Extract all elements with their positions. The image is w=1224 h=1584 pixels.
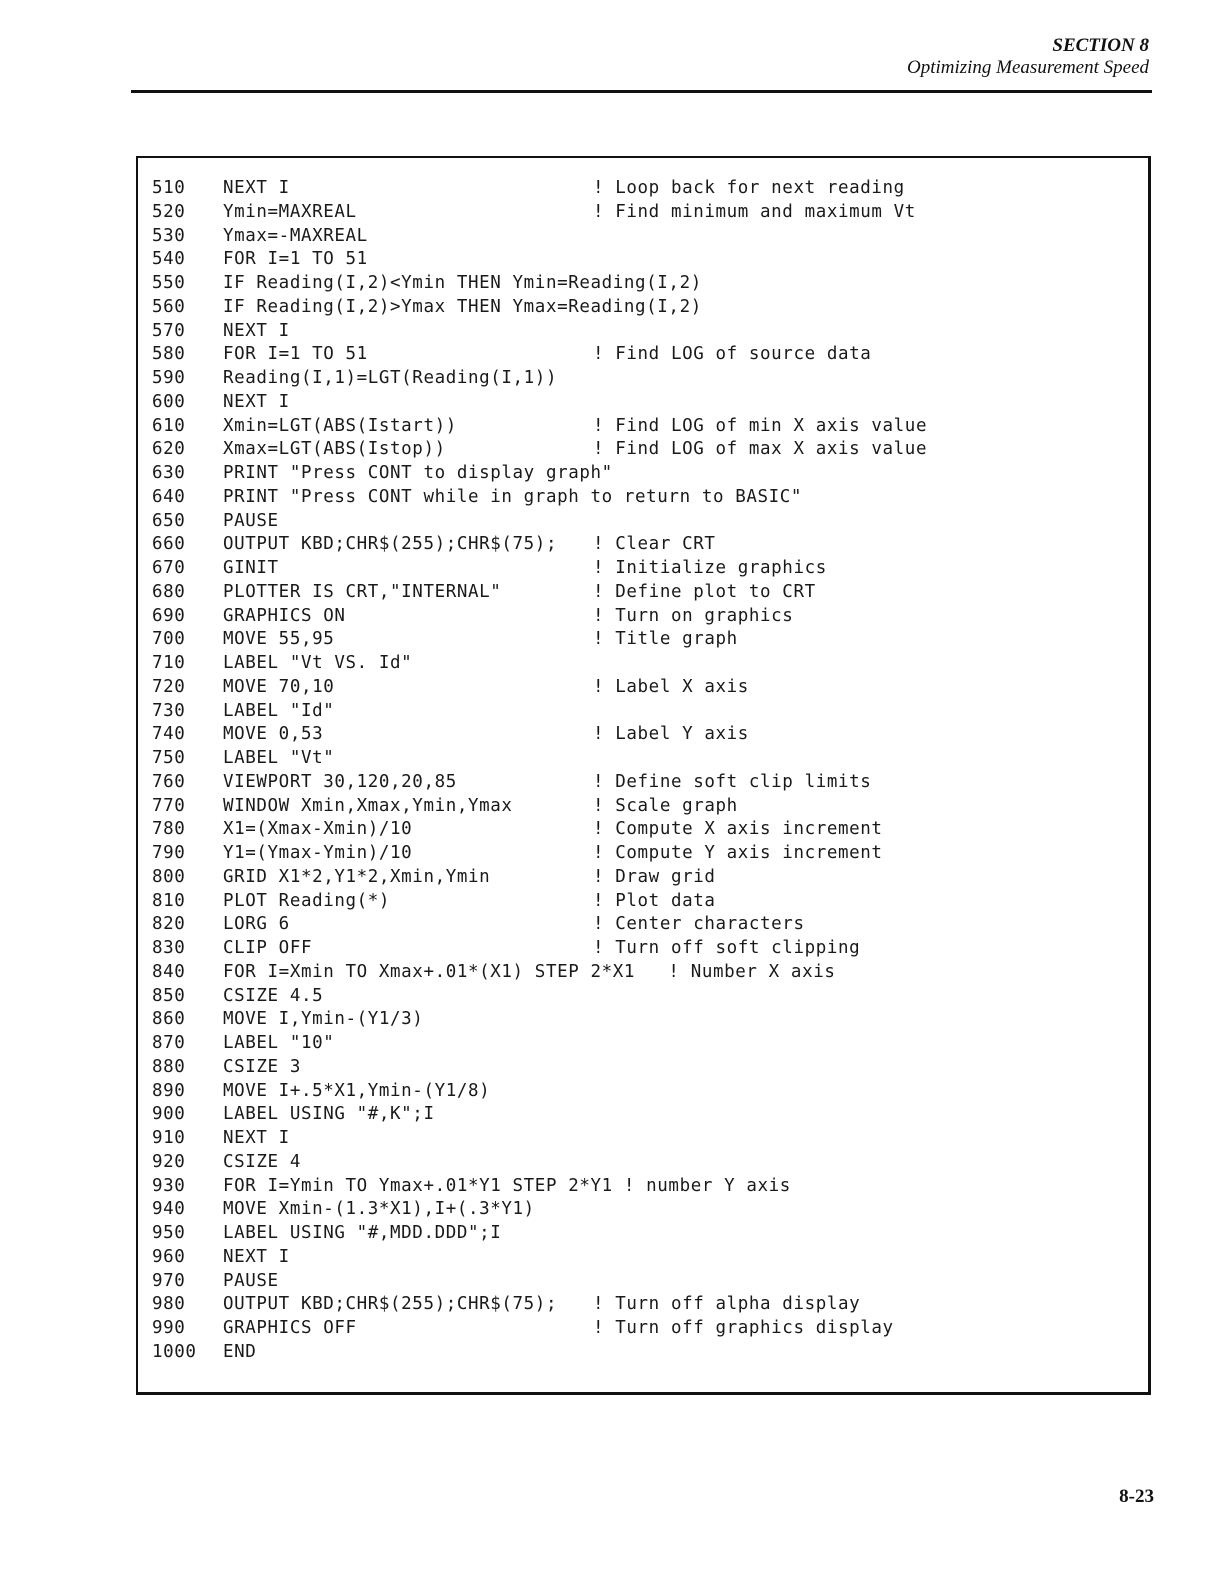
program-line	[138, 819, 1148, 843]
program-line	[138, 416, 1148, 440]
line-code: IF Reading(I,2)>Ymax THEN Ymax=Reading(I,2)	[223, 296, 702, 317]
program-line	[138, 344, 1148, 368]
line-number: 800	[152, 866, 186, 887]
line-number: 980	[152, 1294, 186, 1315]
program-line	[138, 606, 1148, 630]
program-line	[138, 1199, 1148, 1223]
line-number: 920	[152, 1151, 186, 1172]
line-code: LABEL "10"	[223, 1033, 335, 1053]
program-line	[138, 1223, 1148, 1247]
program-line	[138, 273, 1148, 297]
line-number: 580	[152, 344, 186, 365]
line-code: WINDOW Xmin,Xmax,Ymin,Ymax	[223, 795, 513, 816]
line-code: GRAPHICS OFF	[223, 1318, 357, 1338]
line-number: 940	[152, 1199, 186, 1220]
program-line	[138, 867, 1148, 891]
line-code: Ymax=-MAXREAL	[223, 225, 368, 246]
program-line	[138, 368, 1148, 392]
program-line	[138, 962, 1148, 986]
line-number: 810	[152, 890, 186, 911]
line-number: 780	[152, 819, 186, 840]
line-number: 710	[152, 653, 186, 673]
program-line	[138, 392, 1148, 416]
line-code: CLIP OFF	[223, 938, 313, 958]
line-code: LABEL "Vt VS. Id"	[223, 653, 413, 673]
program-line	[138, 463, 1148, 487]
line-number: 890	[152, 1080, 186, 1101]
program-line	[138, 249, 1148, 273]
line-number: 620	[152, 439, 186, 460]
line-code: NEXT I	[223, 320, 290, 341]
program-line	[138, 226, 1148, 250]
line-comment: ! Loop back for next reading	[593, 178, 905, 198]
program-line	[138, 891, 1148, 915]
program-line	[138, 582, 1148, 606]
section-subtitle: Optimizing Measurement Speed	[906, 57, 1149, 78]
line-comment: ! Label Y axis	[593, 724, 749, 745]
line-number: 790	[152, 843, 186, 863]
line-comment: ! Center characters	[593, 914, 805, 935]
line-number: 990	[152, 1318, 186, 1338]
program-line	[138, 534, 1148, 558]
line-comment: ! Label X axis	[593, 676, 749, 697]
line-number: 740	[152, 724, 186, 745]
line-comment: ! Turn off alpha display	[593, 1294, 861, 1315]
line-code: MOVE 0,53	[223, 724, 324, 745]
program-line	[138, 938, 1148, 962]
line-comment: ! Draw grid	[593, 866, 716, 887]
header-rule	[131, 90, 1152, 93]
program-line	[138, 914, 1148, 938]
line-comment: ! Plot data	[593, 890, 716, 911]
line-number: 660	[152, 534, 186, 555]
program-line	[138, 1271, 1148, 1295]
line-code: END	[223, 1341, 257, 1362]
line-comment: ! Find LOG of min X axis value	[593, 415, 928, 436]
line-code: NEXT I	[223, 178, 290, 198]
line-code: Y1=(Ymax-Ymin)/10	[223, 843, 413, 863]
line-comment: ! Define soft clip limits	[593, 771, 872, 792]
line-code: Reading(I,1)=LGT(Reading(I,1))	[223, 368, 558, 388]
program-line	[138, 1152, 1148, 1176]
line-comment: ! Turn on graphics	[593, 605, 794, 626]
line-number: 670	[152, 558, 186, 578]
line-number: 830	[152, 938, 186, 958]
page-header	[907, 35, 1149, 79]
line-code: NEXT I	[223, 1128, 290, 1148]
program-line	[138, 701, 1148, 725]
program-line	[138, 321, 1148, 345]
line-number: 860	[152, 1009, 186, 1030]
line-code: LABEL "Vt"	[223, 748, 335, 768]
line-number: 820	[152, 914, 186, 935]
line-code: OUTPUT KBD;CHR$(255);CHR$(75);	[223, 1294, 558, 1315]
program-line	[138, 1057, 1148, 1081]
line-number: 970	[152, 1270, 186, 1291]
line-code: PAUSE	[223, 510, 279, 531]
line-comment: ! Turn off graphics display	[593, 1318, 894, 1338]
line-number: 770	[152, 795, 186, 816]
line-comment: ! Find LOG of max X axis value	[593, 439, 928, 460]
line-code: MOVE I+.5*X1,Ymin-(Y1/8)	[223, 1080, 491, 1101]
line-code: VIEWPORT 30,120,20,85	[223, 771, 457, 792]
line-number: 530	[152, 225, 186, 246]
program-line	[138, 511, 1148, 535]
line-code: PRINT "Press CONT to display graph"	[223, 463, 613, 483]
line-number: 520	[152, 201, 186, 222]
line-code: MOVE I,Ymin-(Y1/3)	[223, 1009, 424, 1030]
program-line	[138, 796, 1148, 820]
program-line	[138, 202, 1148, 226]
line-number: 840	[152, 961, 186, 982]
line-number: 570	[152, 320, 186, 341]
line-code: LABEL "Id"	[223, 700, 335, 721]
program-line	[138, 1009, 1148, 1033]
page-number: 8-23	[1119, 1486, 1154, 1507]
line-code: X1=(Xmax-Xmin)/10	[223, 819, 413, 840]
program-line	[138, 748, 1148, 772]
line-code: LABEL USING "#,K";I	[223, 1104, 435, 1125]
line-number: 560	[152, 296, 186, 317]
line-code: CSIZE 4.5	[223, 985, 324, 1006]
line-number: 730	[152, 700, 186, 721]
line-comment: ! Turn off soft clipping	[593, 938, 861, 958]
line-code: FOR I=Ymin TO Ymax+.01*Y1 STEP 2*Y1 ! number Y axis	[223, 1175, 791, 1196]
line-comment: ! Define plot to CRT	[593, 581, 816, 602]
line-comment: ! Initialize graphics	[593, 558, 827, 578]
line-code: CSIZE 3	[223, 1056, 301, 1077]
line-code: MOVE Xmin-(1.3*X1),I+(.3*Y1)	[223, 1199, 535, 1220]
line-code: FOR I=1 TO 51	[223, 249, 368, 270]
line-number: 880	[152, 1056, 186, 1077]
line-code: PRINT "Press CONT while in graph to return to BASIC"	[223, 486, 803, 507]
program-line	[138, 1176, 1148, 1200]
line-number: 960	[152, 1246, 186, 1267]
line-number: 550	[152, 273, 186, 293]
line-code: MOVE 70,10	[223, 676, 335, 697]
line-code: NEXT I	[223, 391, 290, 412]
line-number: 1000	[152, 1341, 197, 1362]
program-line	[138, 558, 1148, 582]
program-listing-box	[136, 156, 1151, 1395]
line-code: CSIZE 4	[223, 1151, 301, 1172]
line-number: 910	[152, 1128, 186, 1148]
line-code: PAUSE	[223, 1270, 279, 1291]
program-line	[138, 297, 1148, 321]
program-line	[138, 439, 1148, 463]
line-code: GRID X1*2,Y1*2,Xmin,Ymin	[223, 866, 491, 887]
program-line	[138, 843, 1148, 867]
line-number: 650	[152, 510, 186, 531]
line-comment: ! Find minimum and maximum Vt	[593, 201, 916, 222]
program-line	[138, 487, 1148, 511]
line-number: 720	[152, 676, 186, 697]
program-line	[138, 653, 1148, 677]
line-number: 700	[152, 629, 186, 650]
line-code: LORG 6	[223, 914, 290, 935]
line-number: 540	[152, 249, 186, 270]
line-code: FOR I=1 TO 51	[223, 344, 368, 365]
program-line	[138, 629, 1148, 653]
line-comment: ! Title graph	[593, 629, 738, 650]
line-code: GRAPHICS ON	[223, 605, 346, 626]
line-code: Ymin=MAXREAL	[223, 201, 357, 222]
line-code: Xmin=LGT(ABS(Istart))	[223, 415, 457, 436]
line-code: IF Reading(I,2)<Ymin THEN Ymin=Reading(I,2)	[223, 273, 702, 293]
line-code: OUTPUT KBD;CHR$(255);CHR$(75);	[223, 534, 558, 555]
line-number: 600	[152, 391, 186, 412]
program-line	[138, 1104, 1148, 1128]
line-code: GINIT	[223, 558, 279, 578]
line-number: 760	[152, 771, 186, 792]
line-number: 900	[152, 1104, 186, 1125]
line-number: 590	[152, 368, 186, 388]
line-number: 850	[152, 985, 186, 1006]
line-number: 640	[152, 486, 186, 507]
program-line	[138, 724, 1148, 748]
program-line	[138, 986, 1148, 1010]
line-number: 930	[152, 1175, 186, 1196]
line-code: PLOTTER IS CRT,"INTERNAL"	[223, 581, 502, 602]
line-code: Xmax=LGT(ABS(Istop))	[223, 439, 446, 460]
program-line	[138, 1033, 1148, 1057]
line-comment: ! Scale graph	[593, 795, 738, 816]
program-line	[138, 772, 1148, 796]
program-line	[138, 1342, 1148, 1366]
line-code: LABEL USING "#,MDD.DDD";I	[223, 1223, 502, 1243]
program-line	[138, 1128, 1148, 1152]
line-comment: ! Compute X axis increment	[593, 819, 883, 840]
program-line	[138, 1294, 1148, 1318]
program-line	[138, 677, 1148, 701]
line-comment: ! Clear CRT	[593, 534, 716, 555]
program-line	[138, 1318, 1148, 1342]
line-number: 610	[152, 415, 186, 436]
line-number: 750	[152, 748, 186, 768]
section-title: SECTION 8	[1052, 35, 1149, 56]
line-code: MOVE 55,95	[223, 629, 335, 650]
program-line	[138, 178, 1148, 202]
line-comment: ! Find LOG of source data	[593, 344, 872, 365]
line-number: 680	[152, 581, 186, 602]
line-number: 630	[152, 463, 186, 483]
line-code: NEXT I	[223, 1246, 290, 1267]
line-number: 510	[152, 178, 186, 198]
line-comment: ! Compute Y axis increment	[593, 843, 883, 863]
line-number: 870	[152, 1033, 186, 1053]
line-number: 690	[152, 605, 186, 626]
program-line	[138, 1081, 1148, 1105]
line-number: 950	[152, 1223, 186, 1243]
line-code: FOR I=Xmin TO Xmax+.01*(X1) STEP 2*X1 ! Number X axis	[223, 961, 836, 982]
line-code: PLOT Reading(*)	[223, 890, 391, 911]
program-line	[138, 1247, 1148, 1271]
